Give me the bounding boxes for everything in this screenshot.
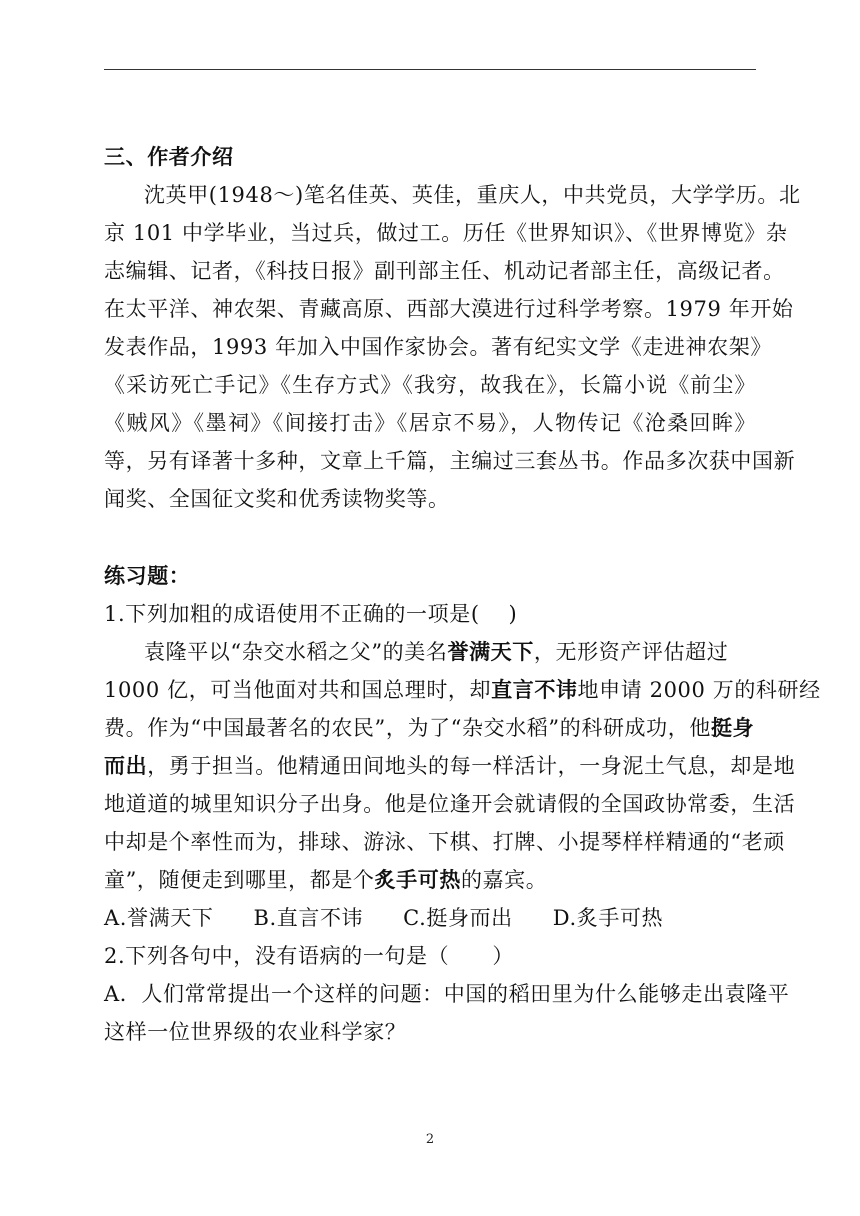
question-1-stem: 1.下列加粗的成语使用不正确的一项是( ) bbox=[104, 602, 518, 626]
q1-option-c: C.挺身而出 bbox=[403, 906, 513, 930]
q1-bold-idiom: 挺身 bbox=[710, 715, 755, 740]
q1-passage-text: ，勇于担当。他精通田间地头的每一样活计，一身泥土气息，却是地 bbox=[147, 754, 796, 778]
q1-passage-text: 费。作为“中国最著名的农民”，为了“杂交水稻”的科研成功，他 bbox=[104, 716, 711, 740]
q2-option-a-line: 这样一位世界级的农业科学家？ bbox=[104, 1020, 407, 1044]
q1-passage-line bbox=[104, 747, 796, 785]
q1-option-d: D.炙手可热 bbox=[552, 906, 664, 930]
question-2-stem: 2.下列各句中，没有语病的一句是（ ） bbox=[104, 944, 515, 968]
q1-bold-idiom: 誉满天下 bbox=[447, 639, 534, 664]
q1-passage-text: ，无形资产评估超过 bbox=[533, 640, 729, 664]
q1-passage-line bbox=[104, 671, 821, 709]
author-paragraph-line: 京 101 中学毕业，当过兵，做过工。历任《世界知识》、《世界博览》杂 bbox=[104, 221, 788, 245]
q2-option-a-line: A．人们常常提出一个这样的问题：中国的稻田里为什么能够走出袁隆平 bbox=[104, 982, 790, 1006]
q1-passage-line bbox=[104, 861, 756, 899]
header-rule bbox=[104, 69, 756, 70]
author-paragraph-line: 《贼风》《墨祠》《间接打击》《居京不易》，人物传记《沧桑回眸》 bbox=[104, 411, 756, 435]
author-paragraph-line: 沈英甲(1948～)笔名佳英、英佳，重庆人，中共党员，大学学历。北 bbox=[144, 183, 801, 207]
question-1-options bbox=[104, 899, 756, 937]
q1-passage-text: 童”，随便走到哪里，都是个 bbox=[104, 868, 375, 892]
q1-passage-text: 袁隆平以“杂交水稻之父”的美名 bbox=[144, 640, 448, 664]
q1-passage-line: 中却是个率性而为，排球、游泳、下棋、打牌、小提琴样样精通的“老顽 bbox=[104, 830, 785, 854]
author-paragraph-line: 闻奖、全国征文奖和优秀读物奖等。 bbox=[104, 487, 450, 511]
q1-passage-text: 地申请 2000 万的科研经 bbox=[577, 678, 821, 702]
q1-bold-idiom: 炙手可热 bbox=[374, 867, 461, 892]
q1-passage-line: 地道道的城里知识分子出身。他是位逢开会就请假的全国政协常委，生活 bbox=[104, 792, 796, 816]
q1-bold-idiom: 而出 bbox=[104, 753, 148, 778]
q1-passage-text: 1000 亿，可当他面对共和国总理时，却 bbox=[104, 678, 492, 702]
q1-option-a: A.誉满天下 bbox=[104, 906, 214, 930]
q1-bold-idiom: 直言不讳 bbox=[491, 677, 578, 702]
author-paragraph-line: 等，另有译著十多种，文章上千篇，主编过三套丛书。作品多次获中国新 bbox=[104, 449, 796, 473]
q1-option-b: B.直言不讳 bbox=[253, 906, 364, 930]
author-paragraph-line: 《采访死亡手记》《生存方式》《我穷，故我在》，长篇小说《前尘》 bbox=[104, 373, 756, 397]
page-number: 2 bbox=[425, 1132, 435, 1147]
author-paragraph-line: 在太平洋、神农架、青藏高原、西部大漠进行过科学考察。1979 年开始 bbox=[104, 297, 794, 321]
q1-passage-line bbox=[104, 633, 756, 671]
q1-passage-line bbox=[104, 709, 756, 747]
author-paragraph-line: 发表作品，1993 年加入中国作家协会。著有纪实文学《走进神农架》 bbox=[104, 335, 772, 359]
exercises-heading: 练习题： bbox=[104, 563, 191, 588]
q1-passage-text: 的嘉宾。 bbox=[460, 868, 548, 892]
author-paragraph-line: 志编辑、记者，《科技日报》副刊部主任、机动记者部主任，高级记者。 bbox=[104, 259, 785, 283]
section-heading-author: 三、作者介绍 bbox=[104, 144, 234, 169]
